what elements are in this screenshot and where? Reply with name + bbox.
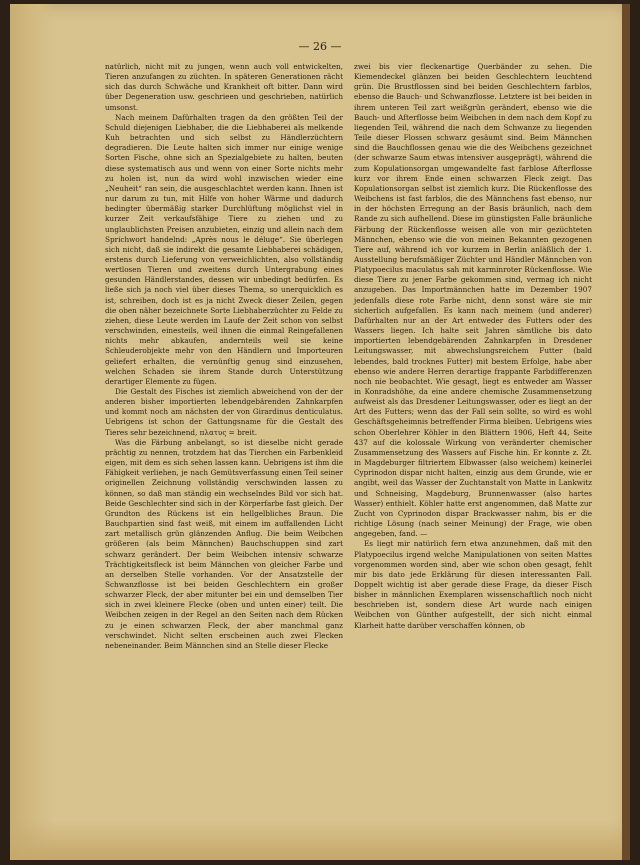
page-stain-bottom: [10, 820, 630, 860]
paragraph: natürlich, nicht mit zu jungen, wenn auch voll entwickelten, Tieren anzufangen zu züchten. In späteren Generationen rächt sich das durch Schwäche und Krankheit oft bitter. Dann wird über Degeneration usw. geschrieen und geschrieben, natürlich umsonst.: [105, 62, 343, 112]
paragraph: Es liegt mir natürlich fern etwa anzunehmen, daß mit den Platypoecilus irgend welche Manipulationen von seiten Mattes vorgenommen worden sind, aber wie schon oben gesagt, fehlt mir bis dato jede Erklärung für diesen interessanten Fall. Doppelt wichtig ist aber gerade diese Frage, da dieser Fisch bisher in männlichen Exemplaren wissenschaftlich noch nicht beschrieben ist, sondern diese Art wurde nach einigen Weibchen von Günther aufgestellt, der sich nicht einmal Klarheit hatte darüber verschaffen können, ob: [354, 539, 592, 630]
page-number: — 26 —: [298, 40, 342, 53]
left-column: [105, 62, 343, 651]
binding-edge: [622, 4, 630, 860]
page-stain-left: [10, 4, 56, 860]
paragraph: Was die Färbung anbelangt, so ist dieselbe nicht gerade prächtig zu nennen, trotzdem hat das Tierchen ein Farbenkleid eigen, mit dem es sich sehen lassen kann. Uebrigens ist ihm die Fähigkeit verliehen, je nach Gemütsverfassung einen Teil seiner originellen Zeichnung vollständig verschwinden lassen zu können, so daß man ständig ein wechselndes Bild vor sich hat. Beide Geschlechter sind sich in der Körperfarbe fast gleich. Der Grundton des Rückens ist ein hellgelbliches Braun. Die Bauchpartien sind fast weiß, mit einem im auffallenden Licht zart metallisch grün glänzenden Anflug. Die beim Weibchen größeren (als beim Männchen) Bauchschuppen sind zart schwarz gerändert. Der beim Weibchen intensiv schwarze Trächtigkeitsfleck ist beim Männchen von gleicher Farbe und an derselben Stelle vorhanden. Vor der Ansatzstelle der Schwanzflosse ist bei beiden Geschlechtern ein großer schwarzer Fleck, der aber mitunter bei ein und demselben Tier sich in zwei kleinere Flecke (oben und unten einer) teilt. Die Weibchen zeigen in der Regel an den Seiten nach dem Rücken zu je einen schwarzen Fleck, der aber manchmal ganz verschwindet. Nicht selten erscheinen auch zwei Flecken nebeneinander. Beim Männchen sind an Stelle dieser Flecke: [105, 437, 343, 650]
page-sheet: [10, 4, 630, 860]
paragraph: Nach meinem Dafürhalten tragen da den größten Teil der Schuld diejenigen Liebhaber, die die Liebhaberei als melkende Kuh betrachten und sich selbst zu Händlerzüchtern degradieren. Die Leute halten sich immer nur einige wenige Sorten Fische, ohne sich an Spezialgebiete zu halten, beuten diese systematisch aus und wenn von einer Sorte nichts mehr zu holen ist, nun da wird wohl inzwischen wieder eine „Neuheit“ ran sein, die ausgeschlachtet werden kann. Ihnen ist nur darum zu tun, mit Hilfe von hoher Wärme und dadurch bedingter übermäßig starker Durchlüftung möglichst viel in kurzer Zeit verkaufsfähige Tiere zu ziehen und zu unglaublichsten Preisen anzubieten, einzig und allein nach dem Sprichwort handelnd: „Après nous le déluge“. Sie überlegen sich nicht, daß sie indirekt die gesamte Liebhaberei schädigen, erstens durch Lieferung von verweichlichten, also vollständig wertlosen Tieren und zweitens durch Untergrabung eines gesunden Händlerstandes, dessen wir unbedingt bedürfen. Es ließe sich ja noch viel über dieses Thema, so unerquicklich es ist, schreiben, doch ist es ja nicht Zweck dieser Zeilen, gegen die oben näher bezeichnete Sorte Liebhaberzüchter zu Felde zu ziehen, diese Leute werden im Laufe der Zeit schon von selbst verschwinden, einesteils, weil ihnen die einmal Reingefallenen nichts mehr abkaufen, andernteils weil sie keine Schleuderobjekte mehr von den Händlern und Importeuren geliefert erhalten, die vernünftig genug sind einzusehen, welchen Schaden sie ihrem Stande durch Unterstützung derartiger Elemente zu fügen.: [105, 112, 343, 386]
paragraph: zwei bis vier fleckenartige Querbänder zu sehen. Die Kiemendeckel glänzen bei beiden Geschlechtern leuchtend grün. Die Brustflossen sind bei beiden Geschlechtern farblos, ebenso die Bauch- und Schwanzflosse. Letztere ist bei beiden in ihrem unteren Teil zart weißgrün gerändert, ebenso wie die Bauch- und Afterflosse beim Weibchen in dem nach dem Kopf zu liegenden Teil, während die nach dem Schwanze zu liegenden Teile dieser Flossen schwarz gesäumt sind. Beim Männchen sind die Bauchflossen genau wie die des Weibchens gezeichnet (der schwarze Saum etwas intensiver ausgeprägt), während die zum Kopulationsorgan umgewandelte fast farblose Afterflosse kurz vor ihrem Ende einen schwarzen Fleck zeigt. Das Kopulationsorgan selbst ist ziemlich kurz. Die Rückenflosse des Weibchens ist fast farblos, die des Männchens fast ebenso, nur in der höchsten Erregung an der Basis bräunlich, nach dem Rande zu sich aufhellend. Diese im günstigsten Falle bräunliche Färbung der Rückenflosse weisen alle von mir gezüchteten Männchen, ebenso wie die von meinen Bekannten gezogenen Tiere auf, während ich vor kurzem in Berlin anläßlich der 1. Ausstellung berufsmäßiger Züchter und Händler Männchen von Platypoecilus maculatus sah mit karminroter Rückenflosse. Wie diese Tiere zu jener Farbe gekommen sind, vermag ich nicht anzugeben. Das Importmännchen hatte im Dezember 1907 jedenfalls diese rote Farbe nicht, denn sonst wäre sie mir sicherlich aufgefallen. Es kann nach meinem (und anderer) Dafürhalten nur an der Art entweder des Futters oder des Wassers liegen. Ich halte seit Jahren sämtliche bis dato importierten lebendgebärenden Zahnkarpfen in Dresdener Leitungswasser, mit abwechslungsreichem Futter (bald lebendes, bald trocknes Futter) mit bestem Erfolge, habe aber ebenso wie andere Herren derartige frappante Farbdifferenzen noch nie beobachtet. Wie gesagt, liegt es entweder am Wasser in Konradshöhe, da eine andere chemische Zusammensetzung aufweist als das Dresdener Leitungswasser, oder es liegt an der Art des Futters; wenn das der Fall sein sollte, so wird es wohl Geschäftsgeheimnis betreffender Firma bleiben. Uebrigens wies schon Oberlehrer Köhler in den Blättern 1906, Heft 44, Seite 437 auf die kolossale Wirkung von veränderter chemischer Zusammensetzung des Wassers auf Fische hin. Er konnte z. Zt. in Magdeburger filtriertem Elbwasser (also weichem) keinerlei Cyprinodon dispar nicht halten, einzig aus dem Grunde, wie er angibt, weil das Wasser der Zuchtanstalt von Matte in Lankwitz und Schneising, Magdeburg, Brunnenwasser (also hartes Wasser) enthielt. Köhler hatte erst angenommen, daß Matte zur Zucht von Cyprinodon dispar Brackwasser nahm, bis er die richtige Lösung (nach seiner Meinung) der Frage, wie oben angegeben, fand. —: [354, 62, 592, 539]
right-column: [354, 62, 592, 631]
paragraph: Die Gestalt des Fisches ist ziemlich abweichend von der der anderen bisher importierten lebendgebärenden Zahnkarpfen und kommt noch am nächsten der von Girardinus denticulatus. Uebrigens ist schon der Gattungsname für die Gestalt des Tieres sehr bezeichnend, πλατυς = breit.: [105, 387, 343, 437]
